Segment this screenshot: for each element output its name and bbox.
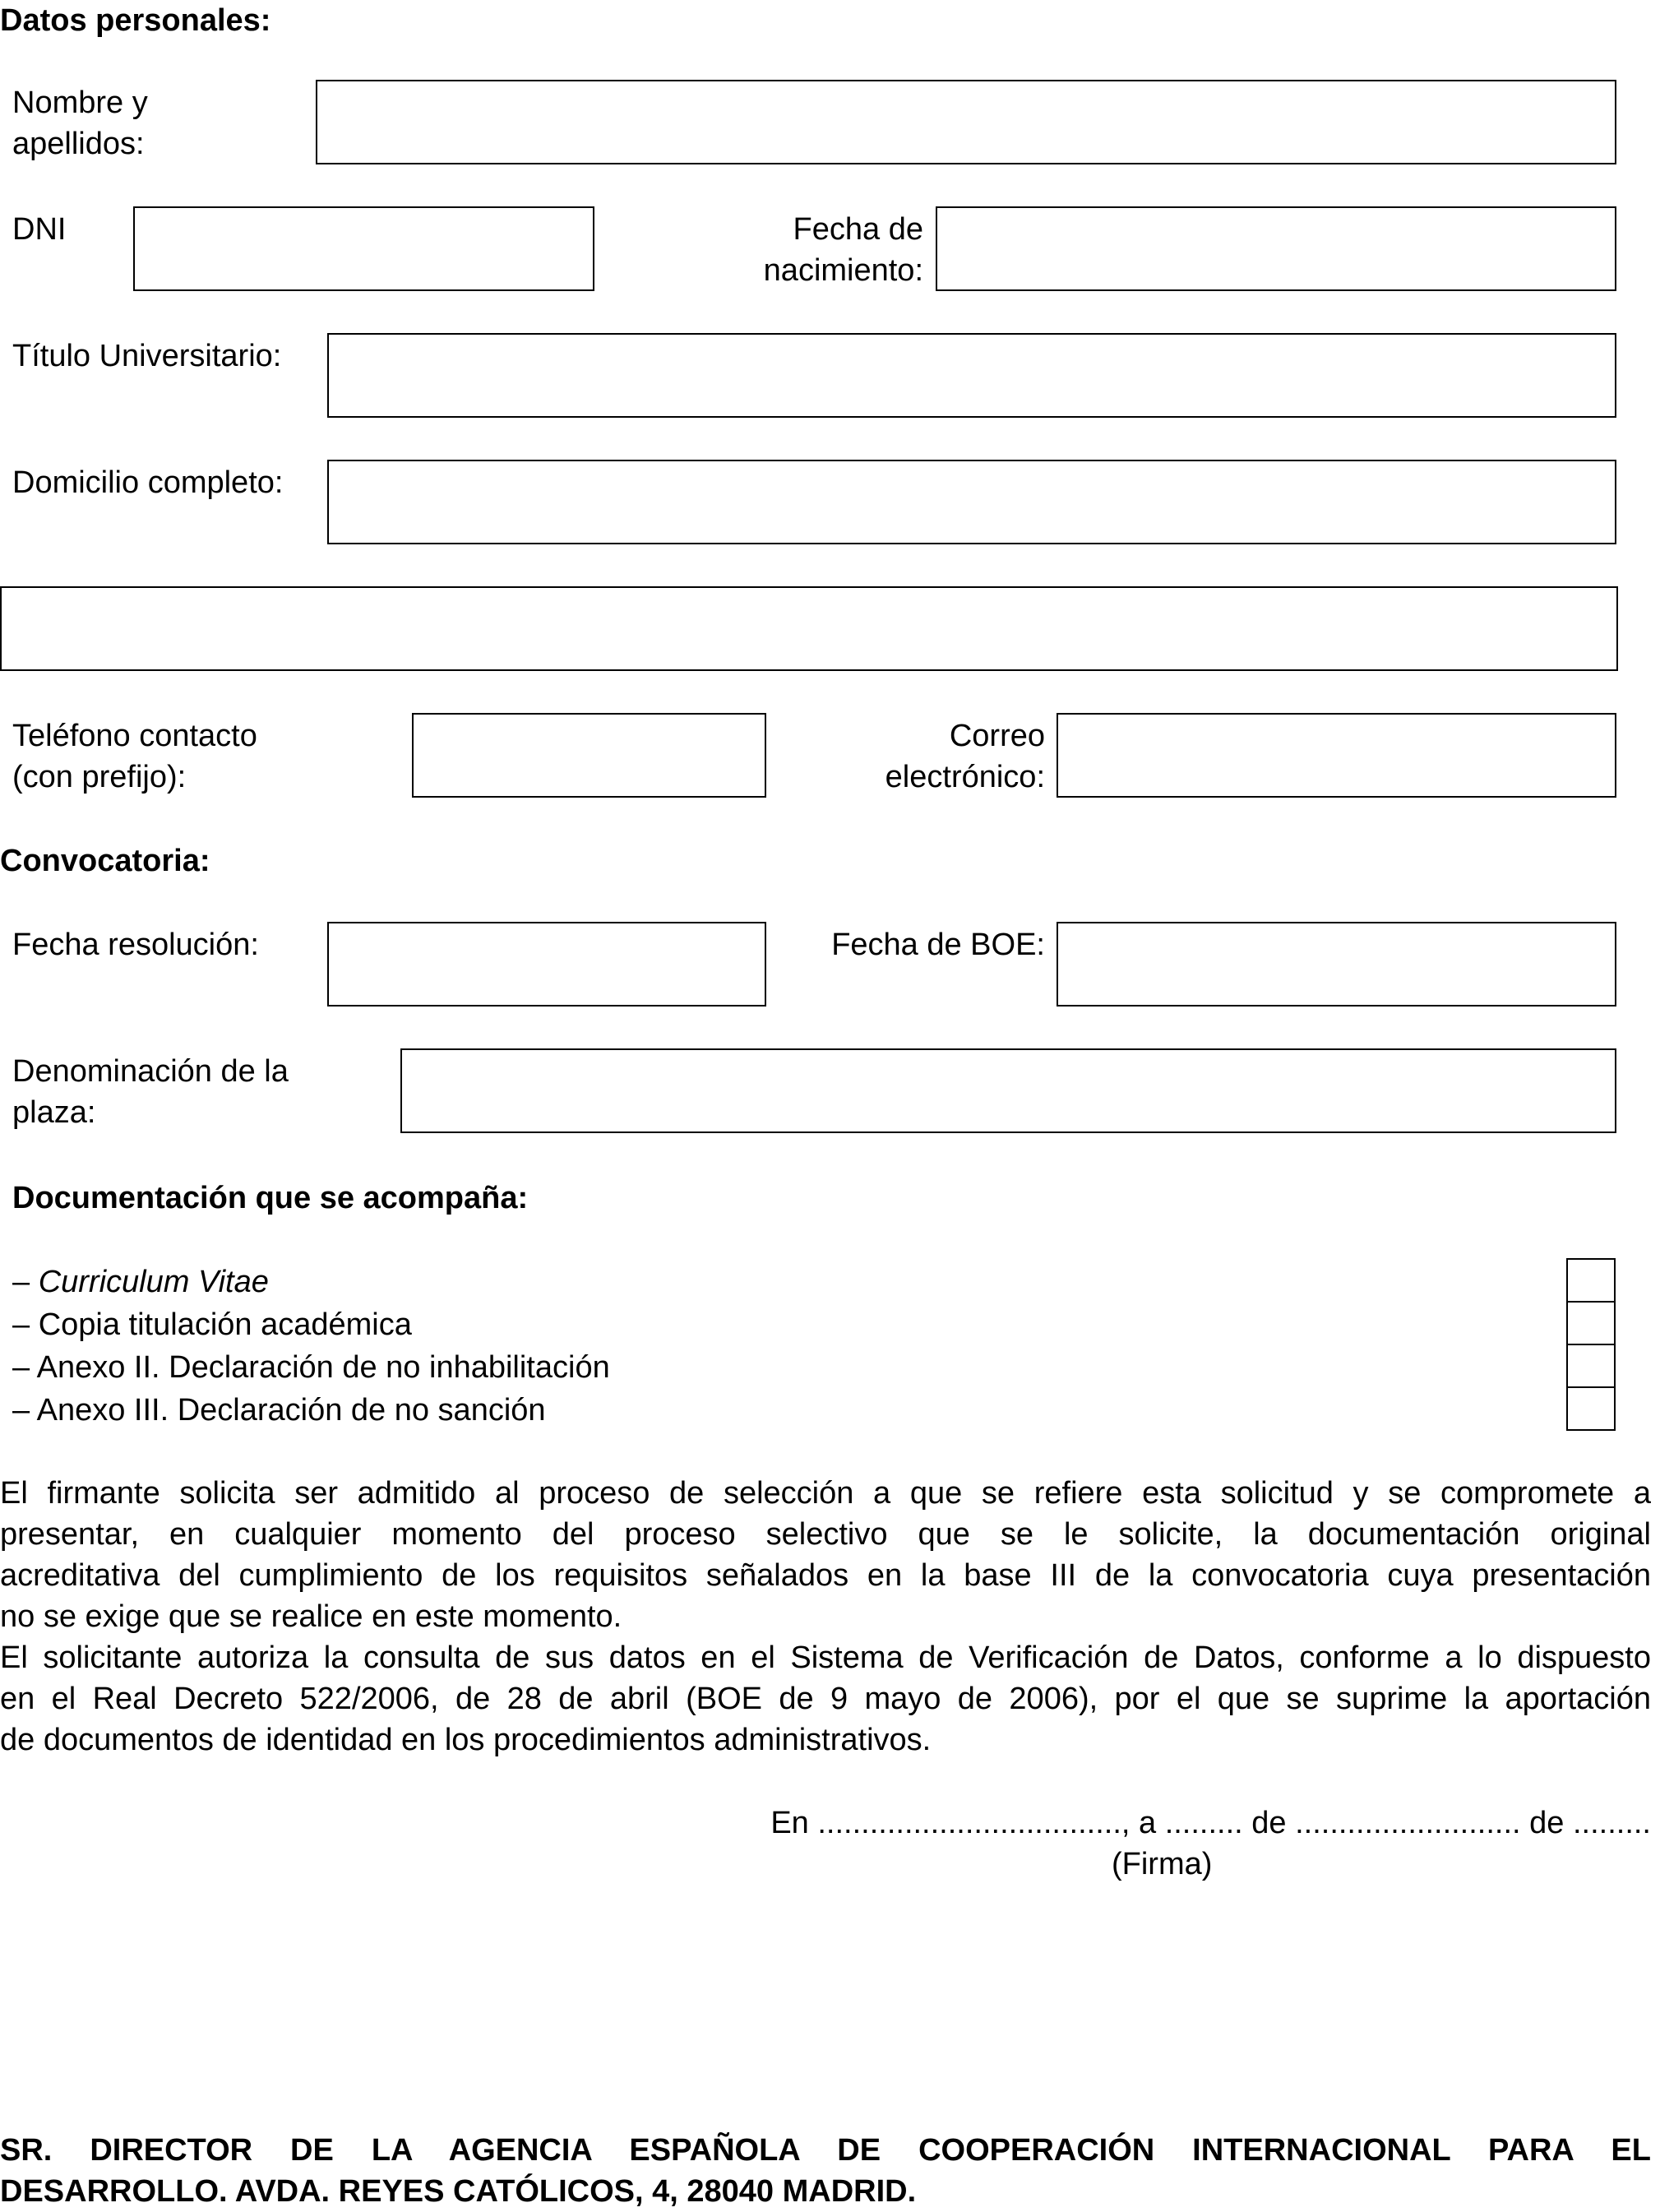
signature-label: (Firma) [1112, 1847, 1213, 1881]
body-paragraph-line: El firmante solicita ser admitido al proceso de selección a que se refiere esta solicitud y se compromete a [0, 1476, 1651, 1511]
boe-date-label: Fecha de BOE: [831, 928, 1045, 962]
list-dash: – [12, 1393, 30, 1428]
doc-item-label: Anexo III. Declaración de no sanción [36, 1393, 546, 1428]
body-paragraph-line: en el Real Decreto 522/2006, de 28 de abril (BOE de 9 mayo de 2006), por el que se suprime la aportación [0, 1682, 1651, 1716]
body-paragraph-line: presentar, en cualquier momento del proceso selectivo que se le solicite, la documentación original [0, 1517, 1651, 1552]
email-field[interactable] [1057, 713, 1616, 798]
addressee-line: SR. DIRECTOR DE LA AGENCIA ESPAÑOLA DE COOPERACIÓN INTERNACIONAL PARA EL [0, 2133, 1651, 2168]
dni-label: DNI [12, 212, 67, 247]
doc-item-label: Anexo II. Declaración de no inhabilitación [36, 1350, 610, 1385]
body-paragraph-line: El solicitante autoriza la consulta de sus datos en el Sistema de Verificación de Datos, conforme a lo dispuesto [0, 1640, 1651, 1675]
checkbox-annex-2[interactable] [1566, 1344, 1616, 1388]
list-dash: – [12, 1265, 30, 1299]
birth-date-field[interactable] [936, 206, 1616, 291]
degree-field[interactable] [327, 333, 1616, 418]
address-label: Domicilio completo: [12, 465, 284, 500]
checkbox-title-copy[interactable] [1566, 1301, 1616, 1345]
doc-item-annex-2 [12, 1347, 610, 1388]
body-paragraph-line: de documentos de identidad en los procedimientos administrativos. [0, 1723, 932, 1757]
address-line2-field[interactable] [0, 586, 1618, 671]
boe-date-field[interactable] [1057, 922, 1616, 1007]
doc-item-label: Curriculum Vitae [38, 1265, 269, 1299]
name-field[interactable] [316, 80, 1616, 164]
checkbox-cv[interactable] [1566, 1258, 1616, 1303]
position-label: Denominación de la plaza: [12, 1054, 289, 1130]
body-paragraph-line: no se exige que se realice en este momento. [0, 1599, 622, 1634]
place-date-line: En ..................................., a ......... de .......................... de ......... [770, 1806, 1651, 1840]
doc-item-cv [12, 1261, 269, 1303]
address-field[interactable] [327, 460, 1616, 544]
section-heading-call: Convocatoria: [0, 844, 210, 878]
phone-label: Teléfono contacto (con prefijo): [12, 719, 257, 794]
dni-field[interactable] [133, 206, 594, 291]
email-label: Correo electrónico: [885, 719, 1045, 794]
list-dash: – [12, 1307, 30, 1342]
position-field[interactable] [400, 1048, 1616, 1133]
section-heading-docs: Documentación que se acompaña: [12, 1181, 529, 1215]
doc-item-annex-3 [12, 1390, 546, 1431]
addressee-line: DESARROLLO. AVDA. REYES CATÓLICOS, 4, 28040 MADRID. [0, 2174, 917, 2209]
degree-label: Título Universitario: [12, 339, 282, 373]
phone-field[interactable] [412, 713, 766, 798]
doc-item-title-copy [12, 1304, 412, 1345]
resolution-date-label: Fecha resolución: [12, 928, 259, 962]
list-dash: – [12, 1350, 30, 1385]
birth-date-label: Fecha de nacimiento: [763, 212, 923, 288]
body-paragraph-line: acreditativa del cumplimiento de los requisitos señalados en la base III de la convocatoria cuya presentación [0, 1558, 1651, 1593]
doc-item-label: Copia titulación académica [38, 1307, 412, 1342]
section-heading-personal: Datos personales: [0, 3, 271, 38]
name-label: Nombre y apellidos: [12, 86, 148, 161]
resolution-date-field[interactable] [327, 922, 766, 1007]
checkbox-annex-3[interactable] [1566, 1386, 1616, 1431]
